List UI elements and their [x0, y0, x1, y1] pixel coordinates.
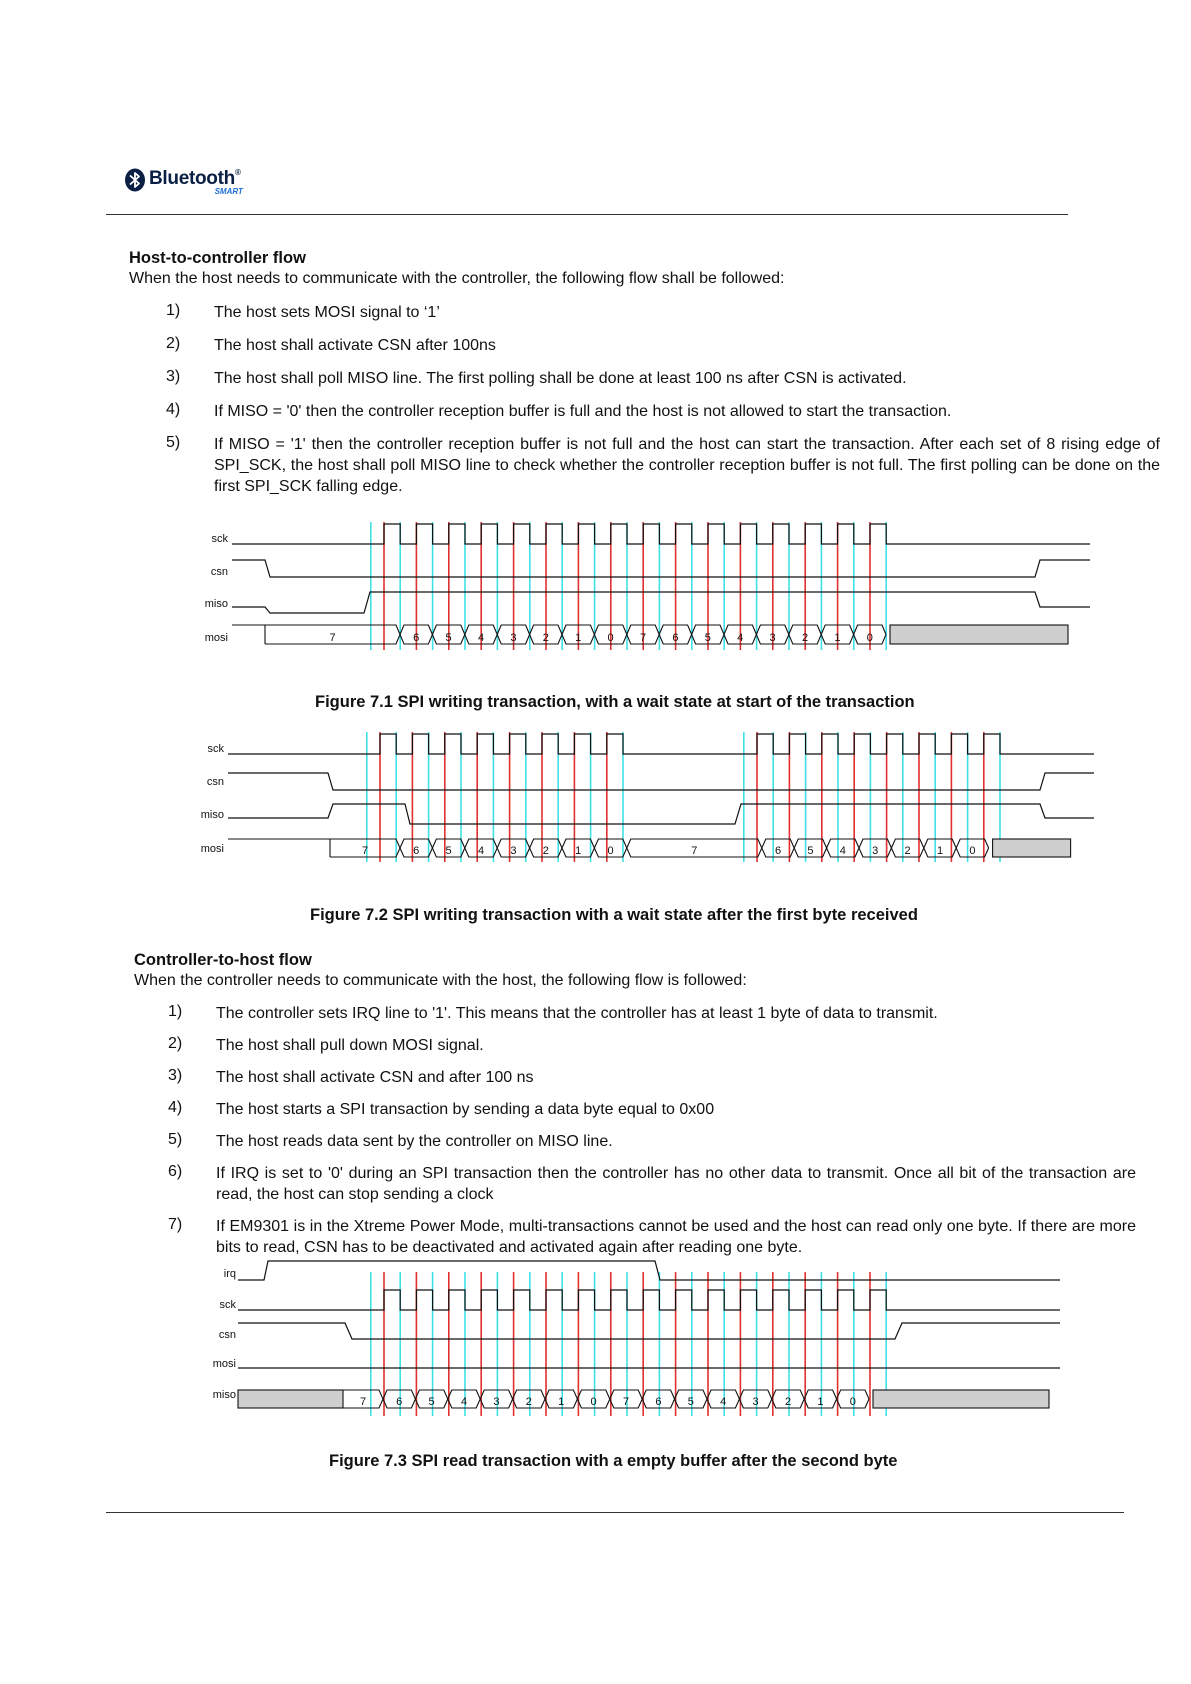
figure-caption-7-3: Figure 7.3 SPI read transaction with a empty buffer after the second byte	[329, 1452, 898, 1470]
bit-label: 0	[590, 1396, 597, 1408]
bit-label: 4	[720, 1396, 727, 1408]
timing-diagram-fig1	[0, 510, 1191, 650]
bit-label: 3	[493, 1396, 500, 1408]
bit-label: 5	[445, 845, 452, 857]
csn-waveform	[232, 560, 1090, 577]
bit-label: 1	[936, 845, 944, 857]
list-item: 1) The controller sets IRQ line to '1'. This means that the controller has at least 1 byte of data to transmit.	[168, 1003, 938, 1022]
controller-to-host-steps	[156, 1003, 1136, 1258]
bit-label: 1	[834, 632, 841, 644]
csn-waveform	[228, 773, 1094, 790]
bluetooth-smart-logo	[124, 168, 241, 198]
bit-label: 5	[445, 632, 452, 644]
figure-caption-7-2: Figure 7.2 SPI writing transaction with a wait state after the first byte received	[310, 906, 918, 924]
list-item: 7) If EM9301 is in the Xtreme Power Mode, multi-transactions cannot be used and the host can read only one byte. If there are more bits to read, CSN has to be deactivated and activated again after reading one byte.	[168, 1216, 1136, 1256]
timing-diagram-fig3	[0, 1256, 1191, 1426]
bit-label: 5	[807, 845, 814, 857]
figure-caption-7-1: Figure 7.1 SPI writing transaction, with a wait state at start of the transaction	[315, 693, 915, 711]
signal-label-sck: sck	[207, 743, 224, 755]
signal-label-miso: miso	[200, 809, 224, 821]
signal-label-csn: csn	[218, 1329, 236, 1341]
bit-label: 1	[817, 1396, 824, 1408]
bit-label: 5	[687, 1396, 694, 1408]
bit-label: 2	[801, 632, 809, 644]
bit-label: 3	[872, 845, 879, 857]
bit-label: 7	[361, 845, 369, 857]
bit-label: 0	[607, 632, 614, 644]
list-item: 3) The host shall activate CSN and after 100 ns	[168, 1067, 534, 1086]
bit-label: 4	[477, 845, 485, 857]
logo-word: Bluetooth	[149, 168, 235, 189]
section-intro-controller-to-host: When the controller needs to communicate with the host, the following flow is followed:	[134, 972, 747, 989]
bit-label: 4	[737, 632, 744, 644]
bit-label: 4	[477, 632, 485, 644]
list-item: 2) The host shall pull down MOSI signal.	[168, 1035, 484, 1054]
bluetooth-icon	[124, 168, 146, 192]
signal-label-miso: miso	[204, 598, 228, 610]
bit-label: 7	[622, 1396, 630, 1408]
bit-label: 5	[428, 1396, 435, 1408]
bit-label: 0	[866, 632, 873, 644]
bit-label: 2	[904, 845, 911, 857]
irq-waveform	[238, 1261, 1060, 1280]
sck-waveform	[228, 734, 1094, 754]
miso-waveform	[232, 592, 1090, 613]
list-item: 4) If MISO = '0' then the controller reception buffer is full and the host is not allowed to start the transaction.	[166, 401, 952, 420]
bit-label: 6	[774, 845, 782, 857]
logo-wordmark	[149, 168, 243, 196]
section-heading-host-to-controller: Host-to-controller flow	[129, 249, 306, 267]
miso-shaded-cell	[873, 1390, 1049, 1408]
bit-label: 6	[413, 632, 420, 644]
bit-label: 3	[510, 632, 517, 644]
bit-label: 4	[460, 1396, 468, 1408]
list-item: 3) The host shall poll MISO line. The first polling shall be done at least 100 ns after CSN is activated.	[166, 368, 907, 387]
bit-label: 0	[969, 845, 976, 857]
signal-label-irq: irq	[223, 1268, 236, 1280]
signal-label-mosi: mosi	[204, 632, 228, 644]
bit-label: 2	[542, 845, 549, 857]
bit-label: 5	[704, 632, 711, 644]
bit-label: 6	[672, 632, 679, 644]
signal-label-csn: csn	[210, 566, 228, 578]
bit-label: 3	[510, 845, 517, 857]
mosi-shaded-cell	[890, 625, 1068, 644]
host-to-controller-steps	[154, 302, 1160, 497]
mosi-entry	[228, 839, 330, 857]
signal-label-sck: sck	[219, 1299, 236, 1311]
timing-diagram-fig2	[0, 720, 1191, 860]
list-item: 6) If IRQ is set to '0' during an SPI transaction then the controller has no other data to transmit. Once all bit of the transaction are read, the host can stop sending a clock	[168, 1163, 1136, 1203]
list-item: 4) The host starts a SPI transaction by sending a data byte equal to 0x00	[168, 1099, 715, 1118]
bit-label: 7	[639, 632, 647, 644]
list-item: 5) The host reads data sent by the controller on MISO line.	[168, 1131, 613, 1150]
bit-label: 6	[655, 1396, 662, 1408]
bit-label: 1	[558, 1396, 565, 1408]
bit-label: 1	[575, 632, 582, 644]
miso-shaded-cell	[238, 1390, 343, 1408]
bit-label: 2	[542, 632, 549, 644]
signal-label-mosi: mosi	[200, 843, 224, 855]
bit-label: 3	[752, 1396, 759, 1408]
footer-rule	[106, 1512, 1124, 1513]
sck-waveform	[232, 524, 1090, 544]
list-item: 5) If MISO = '1' then the controller reception buffer is not full and the host can start the transaction. After each set of 8 rising edge of SPI_SCK, the host shall poll MISO line to check whether the controller reception buffer is not full. The first polling can be done on the first SPI_SCK falling edge.	[166, 434, 1160, 495]
bit-label: 6	[396, 1396, 403, 1408]
bit-label: 0	[849, 1396, 856, 1408]
bit-label: 2	[784, 1396, 792, 1408]
bit-label: 6	[413, 845, 420, 857]
list-item: 1) The host sets MOSI signal to ‘1’	[166, 302, 440, 321]
bit-label: 3	[769, 632, 776, 644]
logo-trademark: ®	[234, 168, 241, 177]
bit-label: 0	[607, 845, 614, 857]
mosi-entry	[232, 625, 265, 644]
mosi-shaded-cell	[993, 839, 1071, 857]
signal-label-miso: miso	[212, 1389, 236, 1401]
header-rule	[106, 214, 1068, 215]
bit-label: 7	[359, 1396, 367, 1408]
section-heading-controller-to-host: Controller-to-host flow	[134, 951, 312, 969]
list-item: 2) The host shall activate CSN after 100ns	[166, 335, 496, 354]
signal-label-mosi: mosi	[212, 1358, 236, 1370]
signal-label-csn: csn	[206, 776, 224, 788]
miso-waveform	[228, 804, 1094, 824]
section-intro-host-to-controller: When the host needs to communicate with the controller, the following flow shall be followed:	[129, 270, 785, 287]
sck-waveform	[238, 1290, 1060, 1310]
bit-label: 4	[839, 845, 846, 857]
signal-label-sck: sck	[211, 533, 228, 545]
bit-label: 1	[575, 845, 582, 857]
csn-waveform	[238, 1323, 1060, 1339]
bit-label: 7	[691, 845, 698, 857]
bit-label: 7	[329, 632, 336, 644]
bit-label: 2	[525, 1396, 532, 1408]
logo-tagline: SMART	[214, 187, 243, 196]
